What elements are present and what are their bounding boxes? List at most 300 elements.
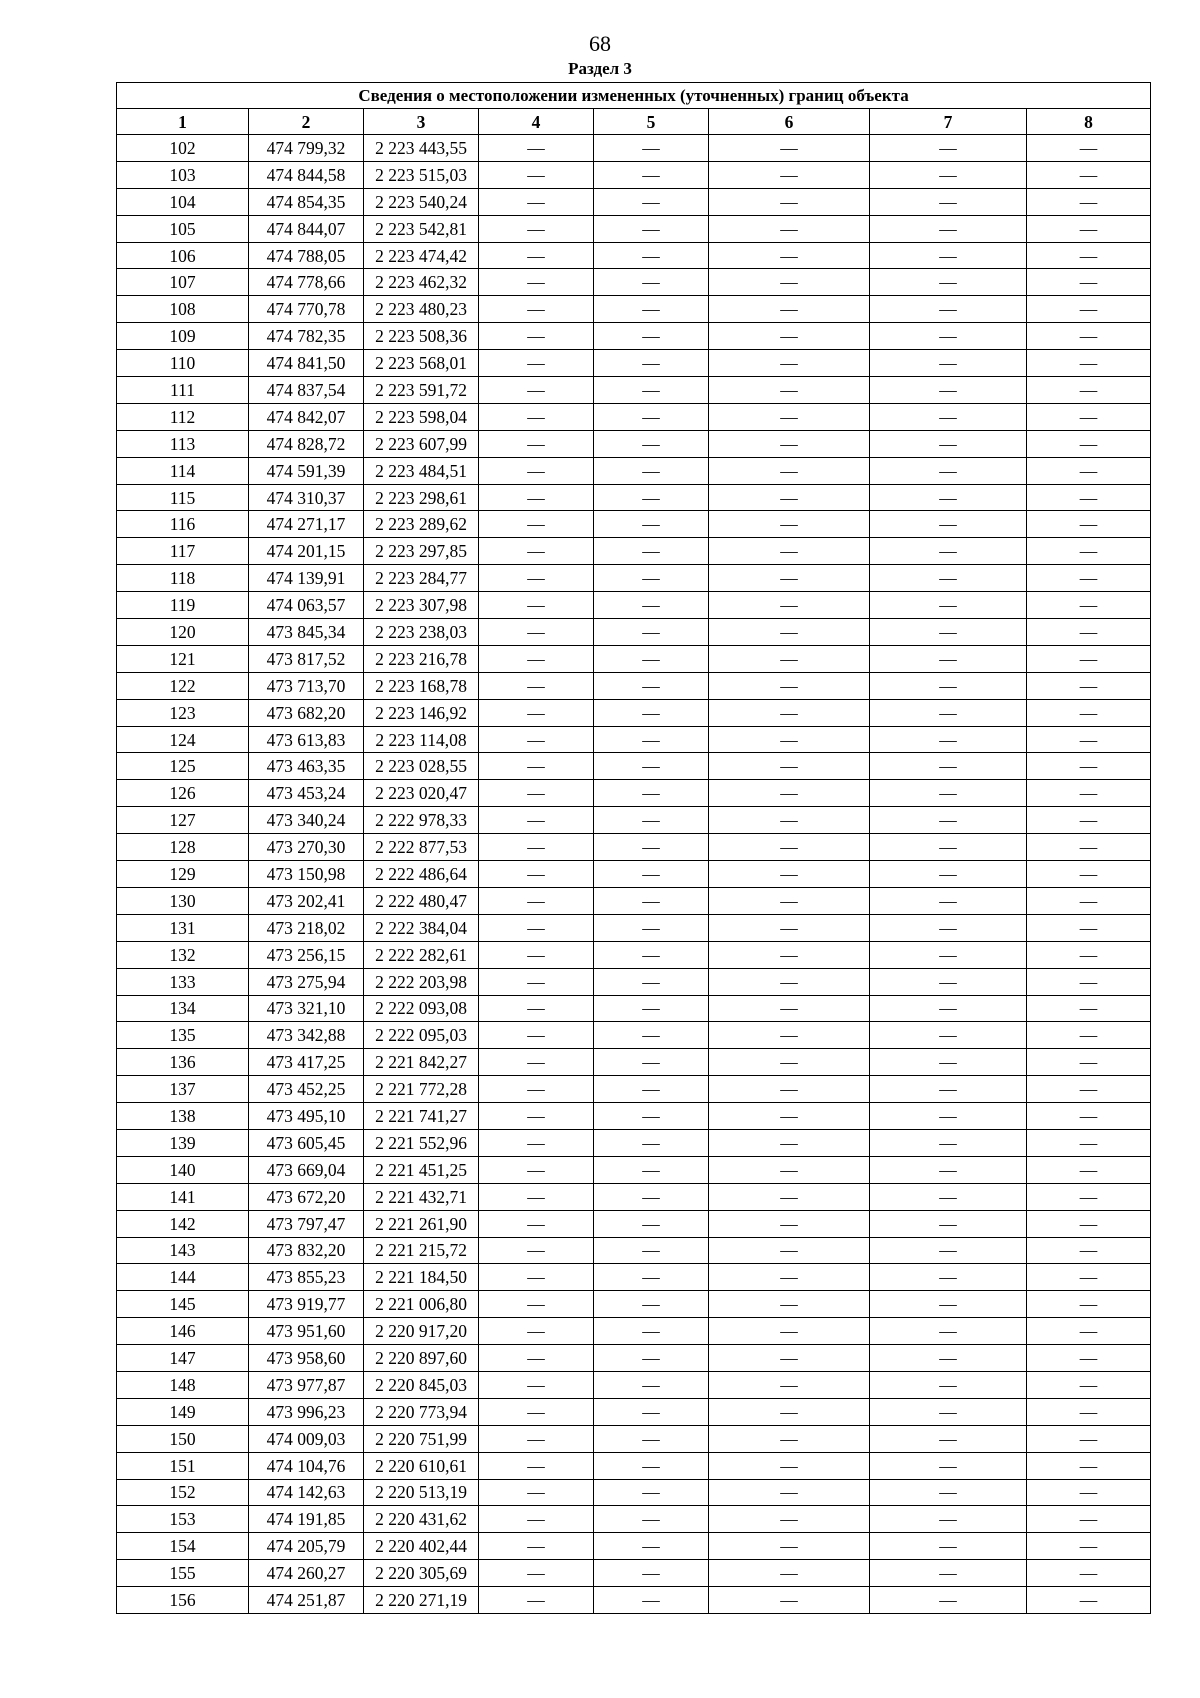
empty-value-cell: — (1027, 592, 1151, 619)
table-row (117, 1183, 1151, 1210)
empty-value-cell: — (479, 1049, 594, 1076)
x-coordinate-cell: 473 832,20 (249, 1237, 364, 1264)
empty-value-cell: — (709, 403, 870, 430)
empty-value-cell: — (1027, 1425, 1151, 1452)
y-coordinate-cell: 2 223 607,99 (364, 430, 479, 457)
empty-value-cell: — (594, 215, 709, 242)
y-coordinate-cell: 2 220 773,94 (364, 1398, 479, 1425)
x-coordinate-cell: 473 321,10 (249, 995, 364, 1022)
empty-value-cell: — (479, 1398, 594, 1425)
empty-value-cell: — (479, 1156, 594, 1183)
empty-value-cell: — (1027, 1560, 1151, 1587)
empty-value-cell: — (709, 350, 870, 377)
column-header-3: 3 (364, 109, 479, 135)
empty-value-cell: — (709, 269, 870, 296)
y-coordinate-cell: 2 220 431,62 (364, 1506, 479, 1533)
empty-value-cell: — (870, 1129, 1027, 1156)
empty-value-cell: — (709, 941, 870, 968)
empty-value-cell: — (870, 780, 1027, 807)
point-number-cell: 148 (117, 1371, 249, 1398)
point-number-cell: 155 (117, 1560, 249, 1587)
x-coordinate-cell: 473 682,20 (249, 699, 364, 726)
empty-value-cell: — (709, 1425, 870, 1452)
x-coordinate-cell: 474 778,66 (249, 269, 364, 296)
y-coordinate-cell: 2 221 006,80 (364, 1291, 479, 1318)
y-coordinate-cell: 2 223 591,72 (364, 377, 479, 404)
y-coordinate-cell: 2 222 480,47 (364, 887, 479, 914)
table-row (117, 1049, 1151, 1076)
empty-value-cell: — (1027, 565, 1151, 592)
empty-value-cell: — (870, 457, 1027, 484)
point-number-cell: 138 (117, 1103, 249, 1130)
empty-value-cell: — (479, 914, 594, 941)
empty-value-cell: — (594, 1210, 709, 1237)
empty-value-cell: — (594, 726, 709, 753)
y-coordinate-cell: 2 222 384,04 (364, 914, 479, 941)
empty-value-cell: — (479, 834, 594, 861)
empty-value-cell: — (709, 1049, 870, 1076)
table-row (117, 538, 1151, 565)
x-coordinate-cell: 474 191,85 (249, 1506, 364, 1533)
empty-value-cell: — (870, 834, 1027, 861)
empty-value-cell: — (479, 995, 594, 1022)
empty-value-cell: — (870, 484, 1027, 511)
table-row (117, 914, 1151, 941)
point-number-cell: 105 (117, 215, 249, 242)
y-coordinate-cell: 2 223 289,62 (364, 511, 479, 538)
empty-value-cell: — (479, 1076, 594, 1103)
x-coordinate-cell: 473 256,15 (249, 941, 364, 968)
table-caption: Сведения о местоположении измененных (уточненных) границ объекта (117, 83, 1151, 109)
empty-value-cell: — (709, 619, 870, 646)
empty-value-cell: — (1027, 323, 1151, 350)
empty-value-cell: — (870, 726, 1027, 753)
empty-value-cell: — (594, 511, 709, 538)
empty-value-cell: — (479, 592, 594, 619)
empty-value-cell: — (1027, 1103, 1151, 1130)
empty-value-cell: — (709, 699, 870, 726)
table-row (117, 161, 1151, 188)
empty-value-cell: — (1027, 1210, 1151, 1237)
empty-value-cell: — (870, 1291, 1027, 1318)
empty-value-cell: — (479, 861, 594, 888)
empty-value-cell: — (1027, 403, 1151, 430)
x-coordinate-cell: 473 613,83 (249, 726, 364, 753)
empty-value-cell: — (1027, 269, 1151, 296)
column-header-8: 8 (1027, 109, 1151, 135)
empty-value-cell: — (709, 215, 870, 242)
empty-value-cell: — (1027, 887, 1151, 914)
x-coordinate-cell: 473 951,60 (249, 1318, 364, 1345)
empty-value-cell: — (709, 457, 870, 484)
y-coordinate-cell: 2 221 741,27 (364, 1103, 479, 1130)
empty-value-cell: — (1027, 377, 1151, 404)
x-coordinate-cell: 474 009,03 (249, 1425, 364, 1452)
point-number-cell: 154 (117, 1533, 249, 1560)
empty-value-cell: — (709, 1506, 870, 1533)
empty-value-cell: — (594, 672, 709, 699)
empty-value-cell: — (479, 1371, 594, 1398)
empty-value-cell: — (1027, 215, 1151, 242)
x-coordinate-cell: 474 139,91 (249, 565, 364, 592)
point-number-cell: 112 (117, 403, 249, 430)
empty-value-cell: — (1027, 242, 1151, 269)
point-number-cell: 134 (117, 995, 249, 1022)
x-coordinate-cell: 473 275,94 (249, 968, 364, 995)
table-row (117, 323, 1151, 350)
table-body (117, 135, 1151, 1614)
empty-value-cell: — (479, 1479, 594, 1506)
empty-value-cell: — (709, 323, 870, 350)
table-row (117, 1371, 1151, 1398)
empty-value-cell: — (870, 538, 1027, 565)
empty-value-cell: — (594, 269, 709, 296)
empty-value-cell: — (594, 403, 709, 430)
x-coordinate-cell: 473 855,23 (249, 1264, 364, 1291)
empty-value-cell: — (594, 699, 709, 726)
empty-value-cell: — (479, 457, 594, 484)
point-number-cell: 150 (117, 1425, 249, 1452)
point-number-cell: 137 (117, 1076, 249, 1103)
table-row (117, 242, 1151, 269)
empty-value-cell: — (709, 511, 870, 538)
empty-value-cell: — (594, 323, 709, 350)
empty-value-cell: — (479, 161, 594, 188)
empty-value-cell: — (594, 1049, 709, 1076)
point-number-cell: 116 (117, 511, 249, 538)
empty-value-cell: — (594, 1398, 709, 1425)
y-coordinate-cell: 2 223 515,03 (364, 161, 479, 188)
point-number-cell: 102 (117, 135, 249, 162)
empty-value-cell: — (479, 699, 594, 726)
table-row (117, 834, 1151, 861)
empty-value-cell: — (594, 1291, 709, 1318)
point-number-cell: 103 (117, 161, 249, 188)
y-coordinate-cell: 2 223 474,42 (364, 242, 479, 269)
y-coordinate-cell: 2 223 168,78 (364, 672, 479, 699)
empty-value-cell: — (1027, 968, 1151, 995)
empty-value-cell: — (1027, 511, 1151, 538)
empty-value-cell: — (709, 1318, 870, 1345)
empty-value-cell: — (479, 1237, 594, 1264)
x-coordinate-cell: 473 453,24 (249, 780, 364, 807)
point-number-cell: 125 (117, 753, 249, 780)
point-number-cell: 142 (117, 1210, 249, 1237)
empty-value-cell: — (479, 377, 594, 404)
empty-value-cell: — (594, 161, 709, 188)
table-row (117, 807, 1151, 834)
table-row (117, 1479, 1151, 1506)
y-coordinate-cell: 2 223 146,92 (364, 699, 479, 726)
table-row (117, 1452, 1151, 1479)
x-coordinate-cell: 473 340,24 (249, 807, 364, 834)
empty-value-cell: — (594, 377, 709, 404)
table-row (117, 968, 1151, 995)
y-coordinate-cell: 2 223 542,81 (364, 215, 479, 242)
y-coordinate-cell: 2 223 508,36 (364, 323, 479, 350)
empty-value-cell: — (709, 592, 870, 619)
empty-value-cell: — (870, 1479, 1027, 1506)
empty-value-cell: — (870, 1371, 1027, 1398)
point-number-cell: 130 (117, 887, 249, 914)
point-number-cell: 122 (117, 672, 249, 699)
empty-value-cell: — (1027, 645, 1151, 672)
empty-value-cell: — (709, 1291, 870, 1318)
empty-value-cell: — (709, 1237, 870, 1264)
empty-value-cell: — (594, 1371, 709, 1398)
empty-value-cell: — (870, 188, 1027, 215)
empty-value-cell: — (870, 941, 1027, 968)
empty-value-cell: — (594, 1587, 709, 1614)
empty-value-cell: — (709, 1156, 870, 1183)
x-coordinate-cell: 473 417,25 (249, 1049, 364, 1076)
boundary-coordinates-table (116, 82, 1151, 1614)
empty-value-cell: — (1027, 538, 1151, 565)
point-number-cell: 126 (117, 780, 249, 807)
y-coordinate-cell: 2 220 917,20 (364, 1318, 479, 1345)
empty-value-cell: — (709, 887, 870, 914)
y-coordinate-cell: 2 223 568,01 (364, 350, 479, 377)
y-coordinate-cell: 2 220 513,19 (364, 1479, 479, 1506)
empty-value-cell: — (870, 699, 1027, 726)
point-number-cell: 120 (117, 619, 249, 646)
empty-value-cell: — (479, 780, 594, 807)
empty-value-cell: — (479, 807, 594, 834)
empty-value-cell: — (709, 1345, 870, 1372)
table-row (117, 1398, 1151, 1425)
empty-value-cell: — (709, 1533, 870, 1560)
empty-value-cell: — (479, 726, 594, 753)
empty-value-cell: — (870, 350, 1027, 377)
y-coordinate-cell: 2 221 215,72 (364, 1237, 479, 1264)
x-coordinate-cell: 473 463,35 (249, 753, 364, 780)
empty-value-cell: — (479, 430, 594, 457)
empty-value-cell: — (709, 188, 870, 215)
y-coordinate-cell: 2 223 540,24 (364, 188, 479, 215)
empty-value-cell: — (870, 1264, 1027, 1291)
empty-value-cell: — (479, 1183, 594, 1210)
point-number-cell: 152 (117, 1479, 249, 1506)
x-coordinate-cell: 473 495,10 (249, 1103, 364, 1130)
x-coordinate-cell: 473 218,02 (249, 914, 364, 941)
empty-value-cell: — (709, 861, 870, 888)
x-coordinate-cell: 473 605,45 (249, 1129, 364, 1156)
x-coordinate-cell: 473 797,47 (249, 1210, 364, 1237)
point-number-cell: 109 (117, 323, 249, 350)
table-row (117, 135, 1151, 162)
empty-value-cell: — (594, 1345, 709, 1372)
table-row (117, 215, 1151, 242)
empty-value-cell: — (1027, 430, 1151, 457)
section-title: Раздел 3 (568, 59, 632, 78)
empty-value-cell: — (870, 968, 1027, 995)
empty-value-cell: — (479, 1264, 594, 1291)
point-number-cell: 108 (117, 296, 249, 323)
empty-value-cell: — (479, 1560, 594, 1587)
table-row (117, 699, 1151, 726)
x-coordinate-cell: 473 202,41 (249, 887, 364, 914)
empty-value-cell: — (709, 1076, 870, 1103)
empty-value-cell: — (479, 484, 594, 511)
empty-value-cell: — (870, 1022, 1027, 1049)
empty-value-cell: — (709, 1371, 870, 1398)
point-number-cell: 149 (117, 1398, 249, 1425)
empty-value-cell: — (479, 968, 594, 995)
x-coordinate-cell: 474 260,27 (249, 1560, 364, 1587)
empty-value-cell: — (1027, 1533, 1151, 1560)
y-coordinate-cell: 2 222 095,03 (364, 1022, 479, 1049)
empty-value-cell: — (1027, 914, 1151, 941)
empty-value-cell: — (594, 1129, 709, 1156)
point-number-cell: 113 (117, 430, 249, 457)
x-coordinate-cell: 473 958,60 (249, 1345, 364, 1372)
column-header-6: 6 (709, 109, 870, 135)
x-coordinate-cell: 474 844,07 (249, 215, 364, 242)
empty-value-cell: — (1027, 672, 1151, 699)
empty-value-cell: — (870, 511, 1027, 538)
empty-value-cell: — (594, 592, 709, 619)
y-coordinate-cell: 2 220 751,99 (364, 1425, 479, 1452)
point-number-cell: 156 (117, 1587, 249, 1614)
empty-value-cell: — (870, 1398, 1027, 1425)
x-coordinate-cell: 473 919,77 (249, 1291, 364, 1318)
point-number-cell: 136 (117, 1049, 249, 1076)
empty-value-cell: — (870, 861, 1027, 888)
empty-value-cell: — (870, 914, 1027, 941)
table-row (117, 861, 1151, 888)
point-number-cell: 143 (117, 1237, 249, 1264)
empty-value-cell: — (870, 1076, 1027, 1103)
point-number-cell: 104 (117, 188, 249, 215)
empty-value-cell: — (709, 1103, 870, 1130)
empty-value-cell: — (594, 1479, 709, 1506)
point-number-cell: 135 (117, 1022, 249, 1049)
x-coordinate-cell: 474 770,78 (249, 296, 364, 323)
empty-value-cell: — (1027, 296, 1151, 323)
empty-value-cell: — (594, 968, 709, 995)
empty-value-cell: — (870, 1103, 1027, 1130)
x-coordinate-cell: 473 669,04 (249, 1156, 364, 1183)
table-row (117, 1425, 1151, 1452)
table-row (117, 1291, 1151, 1318)
empty-value-cell: — (1027, 1345, 1151, 1372)
empty-value-cell: — (479, 188, 594, 215)
empty-value-cell: — (870, 135, 1027, 162)
point-number-cell: 140 (117, 1156, 249, 1183)
y-coordinate-cell: 2 221 842,27 (364, 1049, 479, 1076)
x-coordinate-cell: 473 672,20 (249, 1183, 364, 1210)
table-row (117, 1129, 1151, 1156)
x-coordinate-cell: 473 977,87 (249, 1371, 364, 1398)
column-header-2: 2 (249, 109, 364, 135)
empty-value-cell: — (709, 1183, 870, 1210)
empty-value-cell: — (1027, 1291, 1151, 1318)
empty-value-cell: — (870, 242, 1027, 269)
empty-value-cell: — (479, 1022, 594, 1049)
x-coordinate-cell: 474 201,15 (249, 538, 364, 565)
x-coordinate-cell: 474 591,39 (249, 457, 364, 484)
empty-value-cell: — (709, 1560, 870, 1587)
x-coordinate-cell: 474 205,79 (249, 1533, 364, 1560)
x-coordinate-cell: 474 788,05 (249, 242, 364, 269)
empty-value-cell: — (1027, 1076, 1151, 1103)
empty-value-cell: — (1027, 1452, 1151, 1479)
x-coordinate-cell: 474 844,58 (249, 161, 364, 188)
empty-value-cell: — (709, 377, 870, 404)
y-coordinate-cell: 2 223 462,32 (364, 269, 479, 296)
column-header-4: 4 (479, 109, 594, 135)
x-coordinate-cell: 473 996,23 (249, 1398, 364, 1425)
y-coordinate-cell: 2 223 484,51 (364, 457, 479, 484)
table-row (117, 269, 1151, 296)
x-coordinate-cell: 473 713,70 (249, 672, 364, 699)
empty-value-cell: — (870, 565, 1027, 592)
empty-value-cell: — (870, 161, 1027, 188)
empty-value-cell: — (870, 1506, 1027, 1533)
table-row (117, 753, 1151, 780)
point-number-cell: 121 (117, 645, 249, 672)
empty-value-cell: — (870, 995, 1027, 1022)
empty-value-cell: — (479, 323, 594, 350)
empty-value-cell: — (479, 565, 594, 592)
empty-value-cell: — (594, 1560, 709, 1587)
empty-value-cell: — (1027, 1049, 1151, 1076)
empty-value-cell: — (1027, 834, 1151, 861)
column-number-row (117, 109, 1151, 135)
x-coordinate-cell: 473 845,34 (249, 619, 364, 646)
point-number-cell: 133 (117, 968, 249, 995)
empty-value-cell: — (870, 269, 1027, 296)
empty-value-cell: — (479, 511, 594, 538)
table-row (117, 995, 1151, 1022)
page-number: 68 (589, 31, 611, 56)
point-number-cell: 124 (117, 726, 249, 753)
empty-value-cell: — (1027, 699, 1151, 726)
empty-value-cell: — (709, 753, 870, 780)
empty-value-cell: — (594, 296, 709, 323)
table-row (117, 887, 1151, 914)
y-coordinate-cell: 2 223 480,23 (364, 296, 479, 323)
empty-value-cell: — (870, 296, 1027, 323)
empty-value-cell: — (870, 1345, 1027, 1372)
table-row (117, 619, 1151, 646)
empty-value-cell: — (1027, 619, 1151, 646)
empty-value-cell: — (594, 457, 709, 484)
empty-value-cell: — (1027, 726, 1151, 753)
point-number-cell: 127 (117, 807, 249, 834)
table-row (117, 1156, 1151, 1183)
y-coordinate-cell: 2 220 305,69 (364, 1560, 479, 1587)
table-row (117, 457, 1151, 484)
empty-value-cell: — (479, 403, 594, 430)
empty-value-cell: — (709, 1129, 870, 1156)
empty-value-cell: — (1027, 1398, 1151, 1425)
x-coordinate-cell: 474 837,54 (249, 377, 364, 404)
empty-value-cell: — (870, 887, 1027, 914)
empty-value-cell: — (594, 188, 709, 215)
point-number-cell: 106 (117, 242, 249, 269)
x-coordinate-cell: 474 799,32 (249, 135, 364, 162)
empty-value-cell: — (479, 296, 594, 323)
empty-value-cell: — (1027, 753, 1151, 780)
empty-value-cell: — (594, 242, 709, 269)
y-coordinate-cell: 2 221 184,50 (364, 1264, 479, 1291)
point-number-cell: 139 (117, 1129, 249, 1156)
y-coordinate-cell: 2 222 978,33 (364, 807, 479, 834)
empty-value-cell: — (1027, 1156, 1151, 1183)
empty-value-cell: — (709, 242, 870, 269)
column-header-7: 7 (870, 109, 1027, 135)
